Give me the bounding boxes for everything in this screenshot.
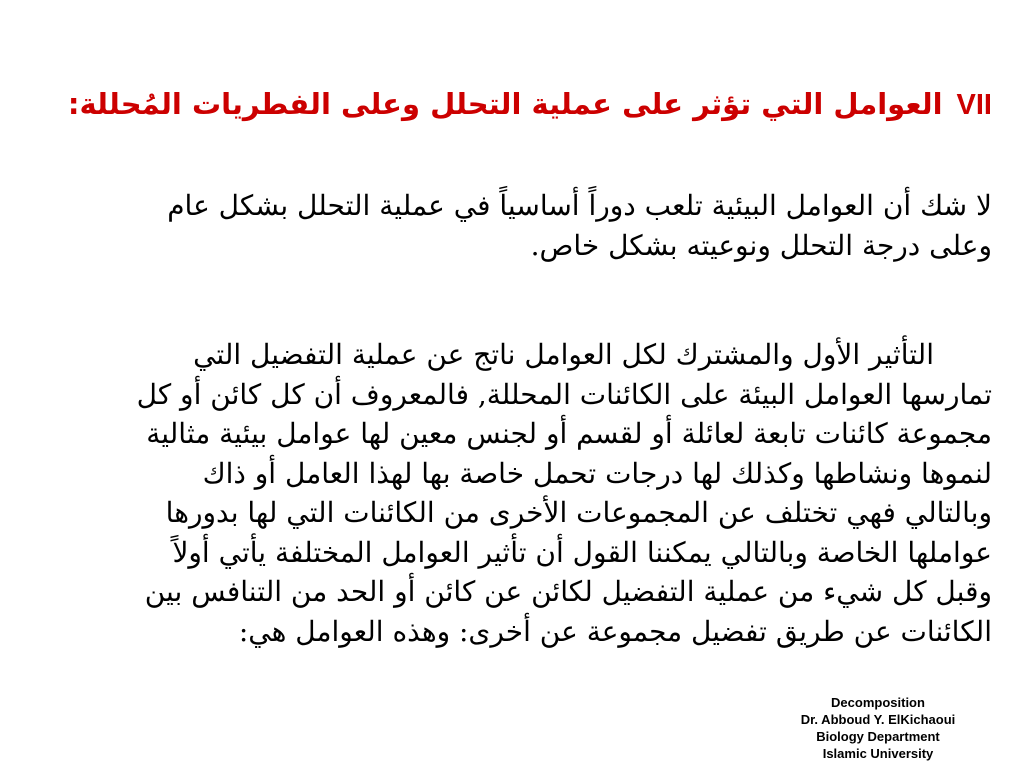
paragraph-intro [32,186,992,266]
slide-footer [768,694,988,762]
heading-number: VII [956,89,992,121]
heading-text: العوامل التي تؤثر على عملية التحلل وعلى الفطريات المُحللة: [67,87,943,121]
slide-heading [67,80,992,129]
paragraph-line: لنموها ونشاطها وكذلك لها درجات تحمل خاصة بها لهذا العامل أو ذاك [202,456,992,490]
footer-course: Decomposition [831,695,925,710]
paragraph-line: وعلى درجة التحلل ونوعيته بشكل خاص. [530,229,992,262]
paragraph-line: وقبل كل شيء من عملية التفضيل لكائن عن كائن أو الحد من التنافس بين [144,575,992,608]
paragraph-line: وبالتالي فهي تختلف عن المجموعات الأخرى من الكائنات التي لها بدورها [165,496,992,529]
paragraph-line: عواملها الخاصة وبالتالي يمكننا القول أن تأثير العوامل المختلفة يأتي أولاً [172,535,992,569]
footer-university: Islamic University [822,746,934,761]
paragraph-line: مجموعة كائنات تابعة لعائلة أو لقسم أو لجنس معين لها عوامل بيئية مثالية [146,417,992,450]
footer-department: Biology Department [816,729,940,744]
paragraph-line: التأثير الأول والمشترك لكل العوامل ناتج عن عملية التفضيل التي [193,338,934,371]
paragraph-main [32,335,992,651]
paragraph-line: الكائنات عن طريق تفضيل مجموعة عن أخرى: وهذه العوامل هي: [238,614,992,648]
paragraph-line: لا شك أن العوامل البيئية تلعب دوراً أساسياً في عملية التحلل بشكل عام [167,189,992,222]
footer-author: Dr. Abboud Y. ElKichaoui [800,712,956,727]
paragraph-line: تمارسها العوامل البيئة على الكائنات المحللة, فالمعروف أن كل كائن أو كل [136,377,992,411]
